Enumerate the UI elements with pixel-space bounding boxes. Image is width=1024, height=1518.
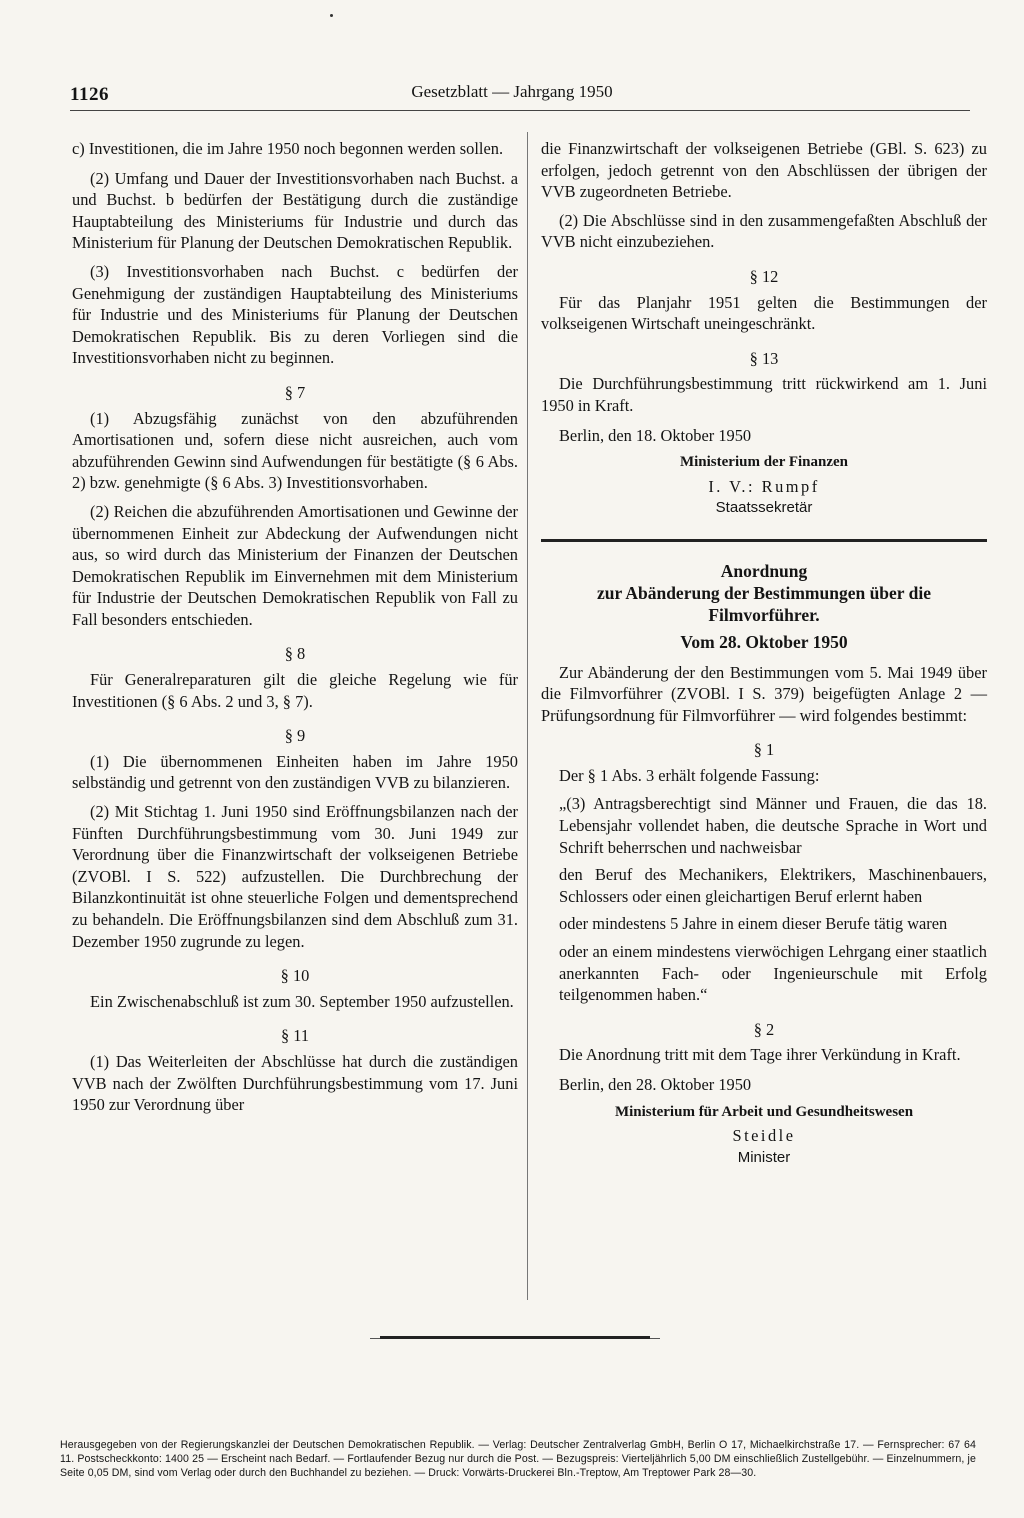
signer-2-title: Minister <box>737 1148 791 1166</box>
section-separator-rule <box>541 539 987 542</box>
ordinance-title: Anordnung <box>720 560 808 581</box>
quoted-text-4: oder an einem mindestens vierwöchigen Lehrgang einer staatlich anerkannten Fach- oder Ingenieurschule mit Erfolg teilgenommen haben.“ <box>559 942 987 1005</box>
signer-1: I. V.: Rumpf <box>708 476 820 496</box>
ordinance-section-1-heading: § 1 <box>753 740 775 760</box>
signer-1-title: Staatssekretär <box>715 499 813 517</box>
right-column <box>541 138 987 1168</box>
end-rule <box>380 1336 650 1339</box>
paragraph-6-3: (3) Investitionsvorhaben nach Buchst. c bedürfen der Genehmigung der zuständigen Hauptabteilung des Ministeriums für Industrie und des Ministeriums für Planung der Deutschen Demokratischen Republik. Bis zu deren Vorliegen sind die Investitionsvorhaben nicht zu beginnen. <box>72 261 518 368</box>
column-divider <box>527 132 528 1300</box>
paragraph-7-1: (1) Abzugsfähig zunächst von den abzuführenden Amortisationen und, sofern diese nicht ausreichen, auch vom abzuführenden Gewinn sind Aufwendungen für bestätigte (§ 6 Abs. 2) bzw. genehmigte (§ 6 Abs. 3) Investitionsvorhaben. <box>72 408 518 493</box>
ordinance-section-2-heading: § 2 <box>753 1019 775 1039</box>
ordinance-date: Vom 28. Oktober 1950 <box>680 631 848 652</box>
ordinance-paragraph-1: Der § 1 Abs. 3 erhält folgende Fassung: <box>559 765 820 785</box>
paragraph-13: Die Durchführungsbestimmung tritt rückwirkend am 1. Juni 1950 in Kraft. <box>541 374 987 415</box>
publisher-imprint: Herausgegeben von der Regierungskanzlei der Deutschen Demokratischen Republik. — Verlag: Deutscher Zentralverlag GmbH, Berlin O 17, Michaelkirchstraße 17. — Fernsprecher: 67 64 11. Postscheckkonto: 1400 25 — Erscheint nach Bedarf. — Fortlaufender Bezug nur durch die Post. — Bezugspreis: Vierteljährlich 5,00 DM einschließlich Zustellgebühr. — Einzelnummern, je Seite 0,05 DM, sind vom Verlag oder durch den Buchhandel zu beziehen. — Druck: Vorwärts-Druckerei Bln.-Treptow, Am Treptower Park 28—30. <box>60 1439 976 1479</box>
quoted-text-1: „(3) Antragsberechtigt sind Männer und Frauen, die das 18. Lebensjahr vollendet haben, die deutsche Sprache in Wort und Schrift beherrschen und nachweisbar <box>559 794 987 857</box>
ministry-finance: Ministerium der Finanzen <box>679 454 849 471</box>
item-c: c) Investitionen, die im Jahre 1950 noch begonnen werden sollen. <box>72 139 504 158</box>
paragraph-10: Ein Zwischenabschluß ist zum 30. September 1950 aufzustellen. <box>90 991 514 1011</box>
section-8-heading: § 8 <box>284 644 306 664</box>
section-9-heading: § 9 <box>284 726 306 746</box>
paragraph-7-2: (2) Reichen die abzuführenden Amortisationen und Gewinne der übernommenen Einheit zur Abdeckung der Aufwendungen nicht aus, so wird durch das Ministerium der Finanzen der Deutschen Demokratischen Republik im Einvernehmen mit dem Ministerium für Industrie der Deutschen Demokratischen Republik von Fall zu Fall besonders entschieden. <box>72 501 518 629</box>
section-13-heading: § 13 <box>749 348 779 368</box>
left-column <box>72 138 518 1123</box>
paragraph-6-2: (2) Umfang und Dauer der Investitionsvorhaben nach Buchst. a und Buchst. b bedürfen der Bestätigung durch die zuständige Hauptabteilung des Ministeriums für Industrie und durch das Ministerium für Planung der Deutschen Demokratischen Republik. <box>72 168 518 253</box>
ministry-labour-health: Ministerium für Arbeit und Gesundheitswesen <box>614 1103 914 1120</box>
section-10-heading: § 10 <box>280 966 310 986</box>
paragraph-11-2: (2) Die Abschlüsse sind in den zusammengefaßten Abschluß der VVB nicht einzubeziehen. <box>541 210 987 252</box>
section-7-heading: § 7 <box>284 382 306 402</box>
section-11-heading: § 11 <box>280 1026 310 1046</box>
quoted-text-3: oder mindestens 5 Jahre in einem dieser Berufe tätig waren <box>559 914 948 934</box>
print-speck <box>330 14 333 17</box>
paragraph-11-continued: die Finanzwirtschaft der volkseigenen Betriebe (GBl. S. 623) zu erfolgen, jedoch getrennt von den Abschlüssen der übrigen der VVB zugeordneten Betriebe. <box>541 139 987 202</box>
place-date-2: Berlin, den 28. Oktober 1950 <box>559 1075 752 1094</box>
section-12-heading: § 12 <box>749 266 779 286</box>
paragraph-9-2: (2) Mit Stichtag 1. Juni 1950 sind Eröffnungsbilanzen nach der Fünften Durchführungsbestimmung vom 30. Juni 1949 zur Verordnung über die Finanzwirtschaft der volkseigenen Betriebe (ZVOBl. I S. 522) aufzustellen. Die Durchbrechung der Bilanzkontinuität ist ohne steuerliche Folgen und dementsprechend zu behandeln. Die Eröffnungsbilanzen sind dem Abschluß zum 31. Dezember 1950 zugrunde zu legen. <box>72 802 518 951</box>
place-date-1: Berlin, den 18. Oktober 1950 <box>559 425 752 445</box>
paragraph-9-1: (1) Die übernommenen Einheiten haben im Jahre 1950 selbständig und getrennt von den zuständigen VVB zu bilanzieren. <box>72 751 518 793</box>
running-title: Gesetzblatt — Jahrgang 1950 <box>411 82 613 101</box>
quoted-text-2: den Beruf des Mechanikers, Elektrikers, Maschinenbauers, Schlossers oder einen gleichartigen Beruf erlernt haben <box>559 865 987 906</box>
page-number: 1126 <box>70 84 109 105</box>
paragraph-11-1: (1) Das Weiterleiten der Abschlüsse hat durch die zuständigen VVB nach der Zwölften Durchführungsbestimmung vom 17. Juni 1950 zur Verordnung über <box>72 1051 518 1115</box>
header-rule <box>70 110 970 111</box>
signer-2: Steidle <box>732 1126 796 1146</box>
ordinance-paragraph-2: Die Anordnung tritt mit dem Tage ihrer Verkündung in Kraft. <box>559 1045 961 1065</box>
paragraph-12: Für das Planjahr 1951 gelten die Bestimmungen der volkseigenen Wirtschaft uneingeschränkt. <box>541 292 987 334</box>
ordinance-intro: Zur Abänderung der den Bestimmungen vom 5. Mai 1949 über die Filmvorführer (ZVOBl. I S. 379) beigefügten Anlage 2 — Prüfungsordnung für Filmvorführer — wird folgendes bestimmt: <box>541 662 987 725</box>
ordinance-subtitle: zur Abänderung der Bestimmungen über die Filmvorführer. <box>596 582 931 625</box>
paragraph-8: Für Generalreparaturen gilt die gleiche Regelung wie für Investitionen (§ 6 Abs. 2 und 3, § 7). <box>72 670 518 711</box>
